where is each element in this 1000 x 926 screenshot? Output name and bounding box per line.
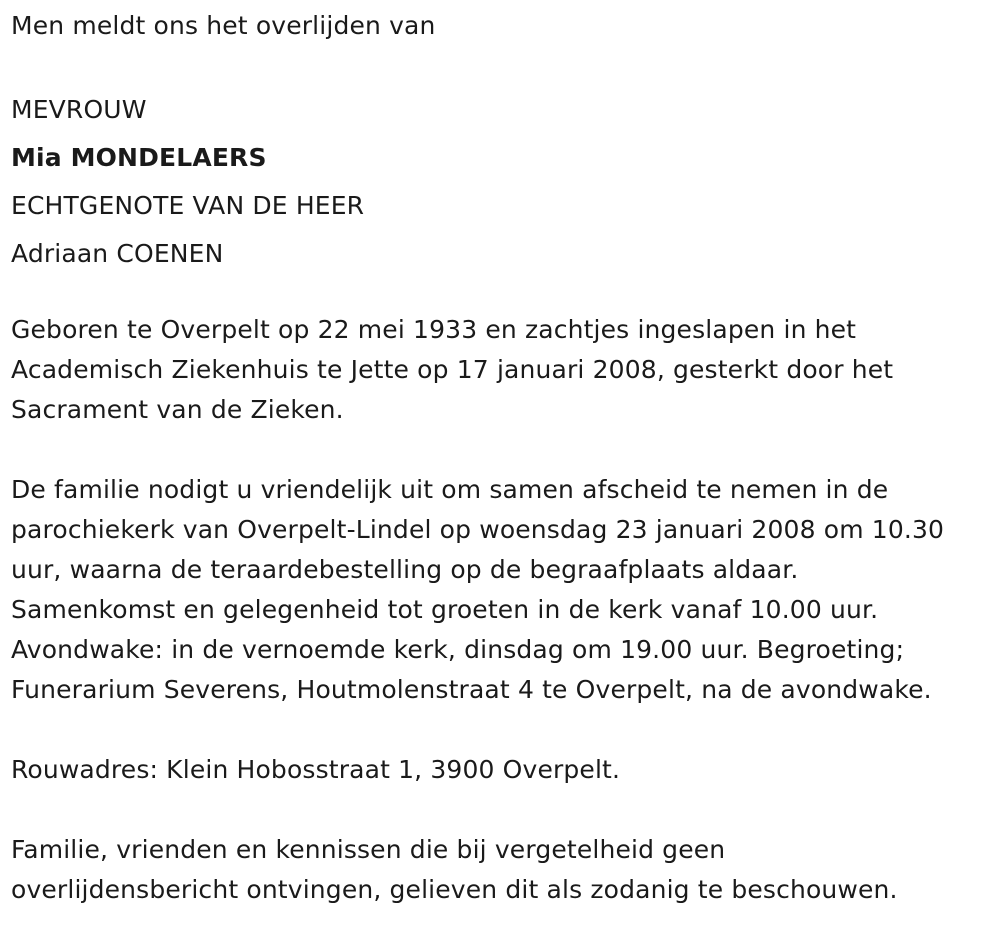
paragraph-line: parochiekerk van Overpelt-Lindel op woensdag 23 januari 2008 om 10.30: [11, 515, 945, 544]
funeral-paragraph: [11, 470, 944, 710]
deceased-title: MEVROUW: [11, 95, 147, 124]
paragraph-line: overlijdensbericht ontvingen, gelieven dit als zodanig te beschouwen.: [11, 875, 898, 904]
paragraph-line: Funerarium Severens, Houtmolenstraat 4 te Overpelt, na de avondwake.: [11, 675, 932, 704]
paragraph-line: Samenkomst en gelegenheid tot groeten in de kerk vanaf 10.00 uur.: [11, 595, 879, 624]
address-paragraph: [11, 750, 620, 790]
deceased-relation: ECHTGENOTE VAN DE HEER: [11, 191, 365, 220]
deceased-name: Mia MONDELAERS: [11, 143, 267, 172]
paragraph-line: uur, waarna de teraardebestelling op de begraafplaats aldaar.: [11, 555, 799, 584]
spouse-name: Adriaan COENEN: [11, 239, 224, 268]
mourning-address: Rouwadres: Klein Hobosstraat 1, 3900 Overpelt.: [11, 755, 621, 784]
birth-paragraph: [11, 310, 893, 430]
intro-text: [11, 8, 436, 44]
intro-line: Men meldt ons het overlijden van: [11, 11, 436, 40]
paragraph-line: De familie nodigt u vriendelijk uit om samen afscheid te nemen in de: [11, 475, 889, 504]
paragraph-line: Familie, vrienden en kennissen die bij vergetelheid geen: [11, 835, 726, 864]
paragraph-line: Geboren te Overpelt op 22 mei 1933 en zachtjes ingeslapen in het: [11, 315, 857, 344]
paragraph-line: Avondwake: in de vernoemde kerk, dinsdag om 19.00 uur. Begroeting;: [11, 635, 905, 664]
family-paragraph: [11, 830, 898, 910]
deceased-header: [11, 86, 364, 278]
paragraph-line: Academisch Ziekenhuis te Jette op 17 januari 2008, gesterkt door het: [11, 355, 894, 384]
paragraph-line: Sacrament van de Zieken.: [11, 395, 344, 424]
